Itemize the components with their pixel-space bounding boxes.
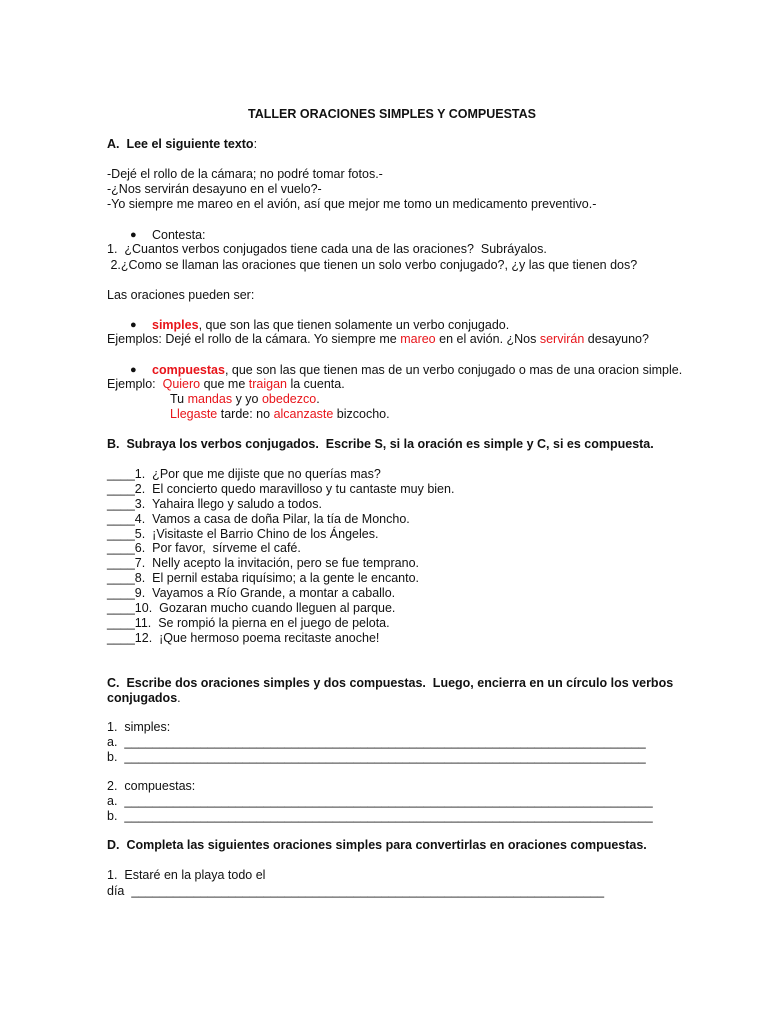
section-c-heading: C. Escribe dos oraciones simples y dos compuestas. Luego, encierra en un círculo los verbos <box>107 676 674 690</box>
compuestas-example-1 <box>107 377 345 392</box>
exercise-item-7: ____7. Nelly acepto la invitación, pero se fue temprano. <box>107 556 419 570</box>
compuestas-answer-a: a. ____________________________________________________________________________ <box>107 794 653 808</box>
simples-answer-b: b. ___________________________________________________________________________ <box>107 750 646 764</box>
exercise-item-10: ____10. Gozaran mucho cuando lleguen al parque. <box>107 601 396 615</box>
compuestas-example-3 <box>170 407 390 422</box>
example-verb: mandas <box>187 392 233 406</box>
section-d-item-1: 1. Estaré en la playa todo el <box>107 868 266 882</box>
bullet-icon: ● <box>130 229 137 241</box>
simples-answer-a: a. ___________________________________________________________________________ <box>107 735 646 749</box>
question-2: 2.¿Como se llaman las oraciones que tienen un solo verbo conjugado?, ¿y las que tienen dos? <box>107 258 638 272</box>
question-1: 1. ¿Cuantos verbos conjugados tiene cada una de las oraciones? Subráyalos. <box>107 242 547 256</box>
example-verb: mareo <box>400 332 436 346</box>
exercise-item-5: ____5. ¡Visitaste el Barrio Chino de los Ángeles. <box>107 527 379 541</box>
exercise-item-1: ____1. ¿Por que me dijiste que no querías mas? <box>107 467 381 481</box>
example-text: Ejemplos: Dejé el rollo de la cámara. Yo siempre me <box>107 332 401 346</box>
example-verb: Llegaste <box>170 407 218 421</box>
exercise-item-4: ____4. Vamos a casa de doña Pilar, la tía de Moncho. <box>107 512 410 526</box>
section-a-heading-colon: : <box>253 137 258 151</box>
bullet-icon: ● <box>130 364 137 376</box>
exercise-item-8: ____8. El pernil estaba riquísimo; a la gente le encanto. <box>107 571 420 585</box>
section-a-heading-text: A. Lee el siguiente texto <box>107 137 254 151</box>
section-c-heading-period: . <box>177 691 181 705</box>
exercise-item-9: ____9. Vayamos a Río Grande, a montar a caballo. <box>107 586 396 600</box>
bullet-icon: ● <box>130 319 137 331</box>
example-text: Tu <box>170 392 188 406</box>
exercise-item-2: ____2. El concierto quedo maravilloso y tu cantaste muy bien. <box>107 482 455 496</box>
oraciones-intro: Las oraciones pueden ser: <box>107 288 255 302</box>
section-d-heading: D. Completa las siguientes oraciones simples para convertirlas en oraciones compuestas. <box>107 838 647 852</box>
example-text: bizcocho. <box>333 407 390 421</box>
contesta-label: Contesta: <box>152 228 206 242</box>
compuestas-definition <box>152 363 682 378</box>
simples-term: simples <box>152 318 199 332</box>
example-text: que me <box>200 377 249 391</box>
section-d-item-1-answer: día ____________________________________________________________________ <box>107 884 605 898</box>
compuestas-answer-b: b. ____________________________________________________________________________ <box>107 809 653 823</box>
section-a-heading <box>107 137 257 152</box>
text-line-3: -Yo siempre me mareo en el avión, así que mejor me tomo un medicamento preventivo.- <box>107 197 597 211</box>
section-b-heading: B. Subraya los verbos conjugados. Escribe S, si la oración es simple y C, si es compuesta. <box>107 437 654 451</box>
example-text: y yo <box>232 392 262 406</box>
compuestas-term: compuestas <box>152 363 225 377</box>
exercise-item-6: ____6. Por favor, sírveme el café. <box>107 541 301 555</box>
example-text: . <box>316 392 320 406</box>
compuestas-label: 2. compuestas: <box>107 779 196 793</box>
simples-definition-text: , que son las que tienen solamente un verbo conjugado. <box>198 318 510 332</box>
exercise-item-3: ____3. Yahaira llego y saludo a todos. <box>107 497 322 511</box>
example-text: en el avión. ¿Nos <box>435 332 540 346</box>
exercise-item-11: ____11. Se rompió la pierna en el juego de pelota. <box>107 616 390 630</box>
example-verb: servirán <box>539 332 585 346</box>
section-c-heading-word: conjugados <box>107 691 178 705</box>
compuestas-definition-text: , que son las que tienen mas de un verbo conjugado o mas de una oracion simple. <box>224 363 683 377</box>
exercise-item-12: ____12. ¡Que hermoso poema recitaste anoche! <box>107 631 380 645</box>
example-verb: alcanzaste <box>273 407 334 421</box>
example-verb: traigan <box>248 377 287 391</box>
worksheet-title: TALLER ORACIONES SIMPLES Y COMPUESTAS <box>248 107 536 121</box>
compuestas-example-2 <box>170 392 320 407</box>
section-c-heading-line-2 <box>107 691 181 706</box>
example-text: la cuenta. <box>287 377 345 391</box>
simples-example <box>107 332 649 347</box>
text-line-1: -Dejé el rollo de la cámara; no podré tomar fotos.- <box>107 167 383 181</box>
example-text: desayuno? <box>584 332 649 346</box>
example-verb: Quiero <box>162 377 201 391</box>
example-verb: obedezco <box>261 392 317 406</box>
example-text: tarde: no <box>217 407 274 421</box>
simples-definition <box>152 318 509 333</box>
text-line-2: -¿Nos servirán desayuno en el vuelo?- <box>107 182 322 196</box>
example-text: Ejemplo: <box>107 377 163 391</box>
simples-label: 1. simples: <box>107 720 171 734</box>
